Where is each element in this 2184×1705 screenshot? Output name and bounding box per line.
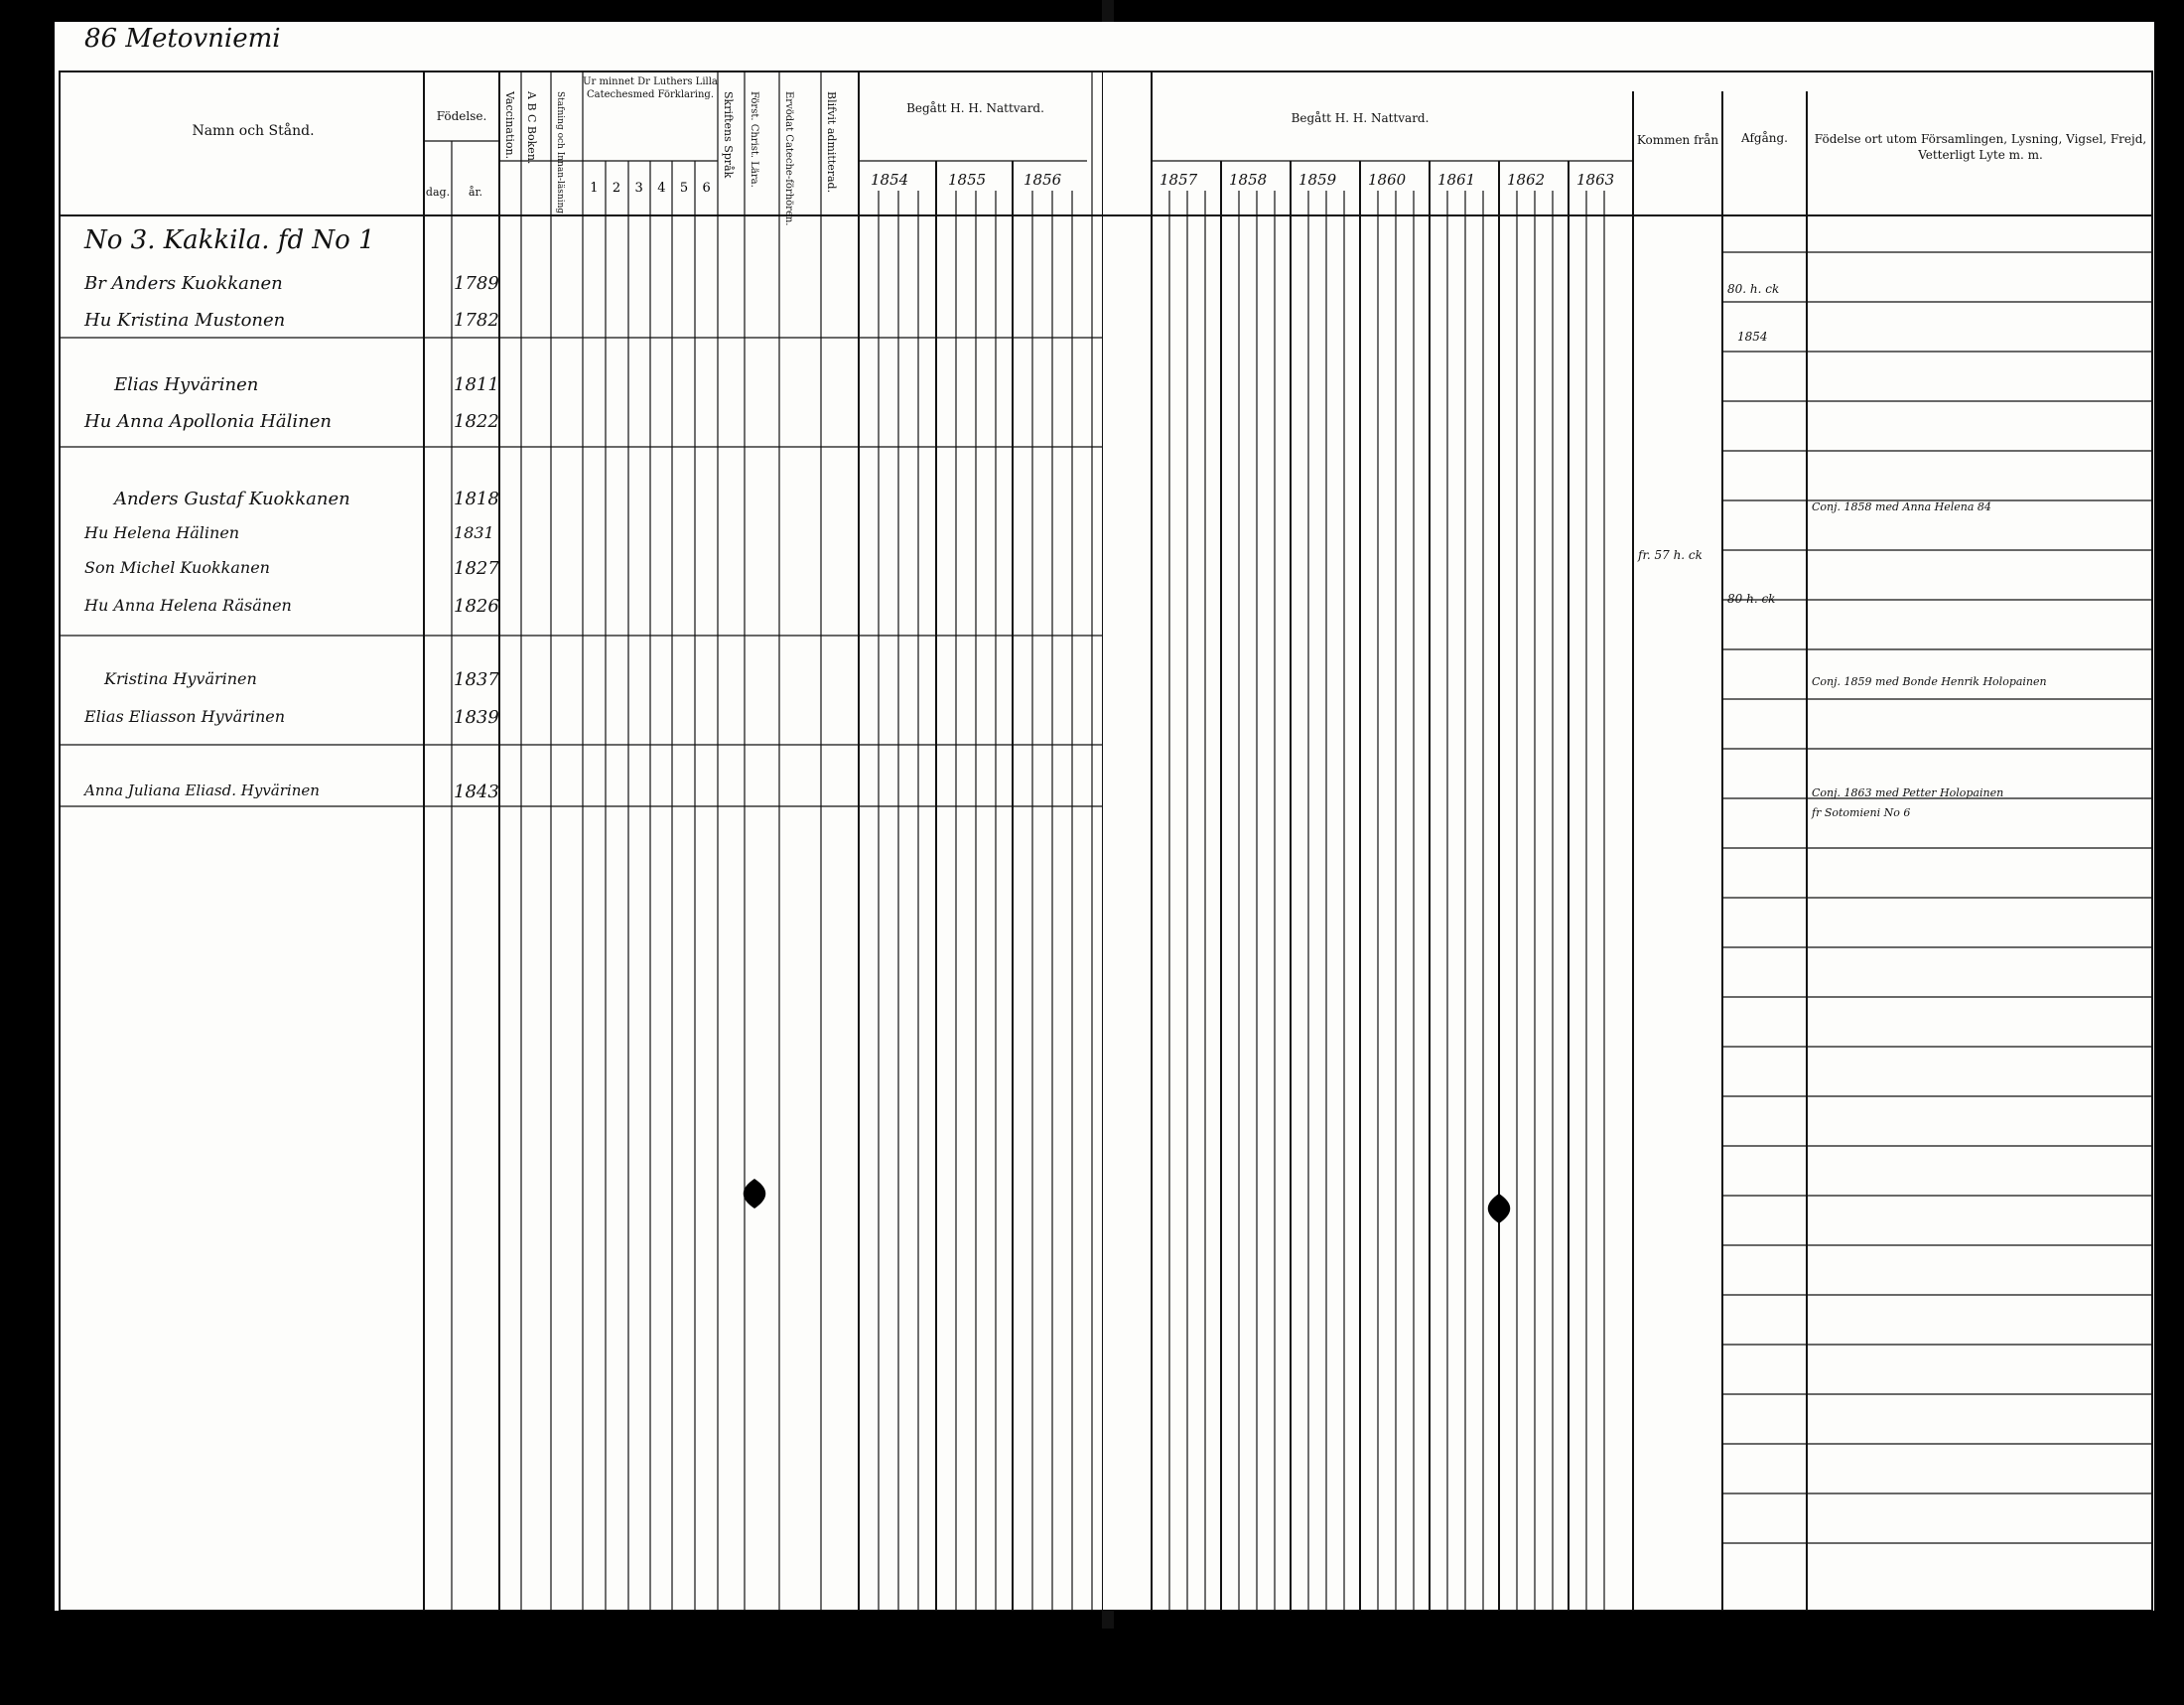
- header-name: Namn och Stånd.: [192, 123, 315, 139]
- left-page-grid: [55, 22, 1117, 1611]
- catechism-col-5: 5: [679, 181, 689, 196]
- year-1858: 1858: [1229, 171, 1268, 189]
- departure-note: 80. h. ck: [1727, 282, 1780, 296]
- came-from-note: fr. 57 h. ck: [1638, 548, 1703, 562]
- header-birth-day: dag.: [425, 186, 451, 199]
- entry-name: Elias Eliasson Hyvärinen: [84, 707, 286, 726]
- year-1863: 1863: [1576, 171, 1615, 189]
- entry-name: Anna Juliana Eliasd. Hyvärinen: [84, 781, 320, 799]
- departure-note: 1854: [1737, 330, 1768, 344]
- remark-note: Conj. 1858 med Anna Helena 84: [1812, 500, 1991, 513]
- header-repeated: Ervödat Cateche-förhören.: [783, 91, 794, 226]
- catechism-col-6: 6: [702, 181, 711, 196]
- catechism-col-numbers: [583, 181, 718, 196]
- header-admitted: Blifvit admitterad.: [825, 91, 838, 194]
- catechism-col-4: 4: [657, 181, 666, 196]
- entry-year: 1818: [454, 489, 499, 509]
- header-scripture: Skriftens Språk: [722, 91, 735, 179]
- entry-name: Anders Gustaf Kuokkanen: [114, 489, 350, 509]
- entry-year: 1826: [454, 596, 499, 617]
- right-page-grid: [1102, 22, 2154, 1611]
- entry-year: 1811: [454, 374, 499, 395]
- year-1859: 1859: [1298, 171, 1337, 189]
- catechism-col-1: 1: [590, 181, 599, 196]
- page-header: 86 Metovniemi: [84, 24, 281, 54]
- remark-note: Conj. 1859 med Bonde Henrik Holopainen: [1812, 675, 2047, 688]
- left-page: [55, 22, 1117, 1611]
- header-birth-year: år.: [468, 186, 483, 199]
- entry-year: 1822: [454, 411, 499, 432]
- entry-name: Hu Kristina Mustonen: [84, 310, 286, 331]
- header-departure: Afgång.: [1741, 131, 1788, 145]
- entry-name: Hu Helena Hälinen: [84, 523, 240, 542]
- year-1861: 1861: [1437, 171, 1476, 189]
- entry-name: Hu Anna Helena Räsänen: [84, 596, 292, 615]
- remark-note: Conj. 1863 med Petter Holopainen: [1812, 786, 2004, 799]
- entry-year: 1843: [454, 781, 499, 802]
- entry-year: 1789: [454, 273, 499, 294]
- entry-year: 1831: [454, 523, 494, 542]
- entry-name: Hu Anna Apollonia Hälinen: [84, 411, 332, 432]
- header-birth: Födelse.: [436, 109, 487, 123]
- header-came-from: Kommen från: [1636, 133, 1719, 147]
- header-remarks: Födelse ort utom Församlingen, Lysning, Vigsel, Frejd, Vetterligt Lyte m. m.: [1814, 132, 2147, 162]
- year-1857: 1857: [1160, 171, 1198, 189]
- header-communion-left: Begått H. H. Nattvard.: [906, 101, 1044, 115]
- departure-note: 80 h. ck: [1727, 592, 1776, 606]
- year-1856: 1856: [1024, 171, 1062, 189]
- entry-year: 1839: [454, 707, 499, 728]
- year-1854: 1854: [871, 171, 909, 189]
- entry-name: Son Michel Kuokkanen: [84, 558, 270, 577]
- entry-name: Kristina Hyvärinen: [104, 669, 257, 688]
- year-1862: 1862: [1507, 171, 1546, 189]
- year-1860: 1860: [1368, 171, 1407, 189]
- right-page: [1102, 22, 2154, 1611]
- catechism-col-3: 3: [634, 181, 643, 196]
- entry-year: 1782: [454, 310, 499, 331]
- entry-name: Elias Hyvärinen: [114, 374, 259, 395]
- header-abc: A B C Boken.: [525, 91, 538, 165]
- catechism-col-2: 2: [612, 181, 621, 196]
- header-communion-right: Begått H. H. Nattvard.: [1291, 111, 1430, 125]
- year-1855: 1855: [948, 171, 987, 189]
- remark-note: fr Sotomieni No 6: [1812, 806, 1911, 819]
- header-catechism: Ur minnet Dr Luthers Lilla Catechesmed Förklaring.: [583, 76, 718, 100]
- entry-year: 1837: [454, 669, 499, 690]
- entry-name: Br Anders Kuokkanen: [84, 273, 283, 294]
- header-reading: Stafning och Innan-läsning.: [555, 91, 565, 216]
- entry-household: No 3. Kakkila. fd No 1: [84, 225, 375, 255]
- entry-year: 1827: [454, 558, 499, 579]
- header-christian: Först. Christ. Lära.: [749, 91, 759, 188]
- header-vaccination: Vaccination.: [503, 91, 516, 160]
